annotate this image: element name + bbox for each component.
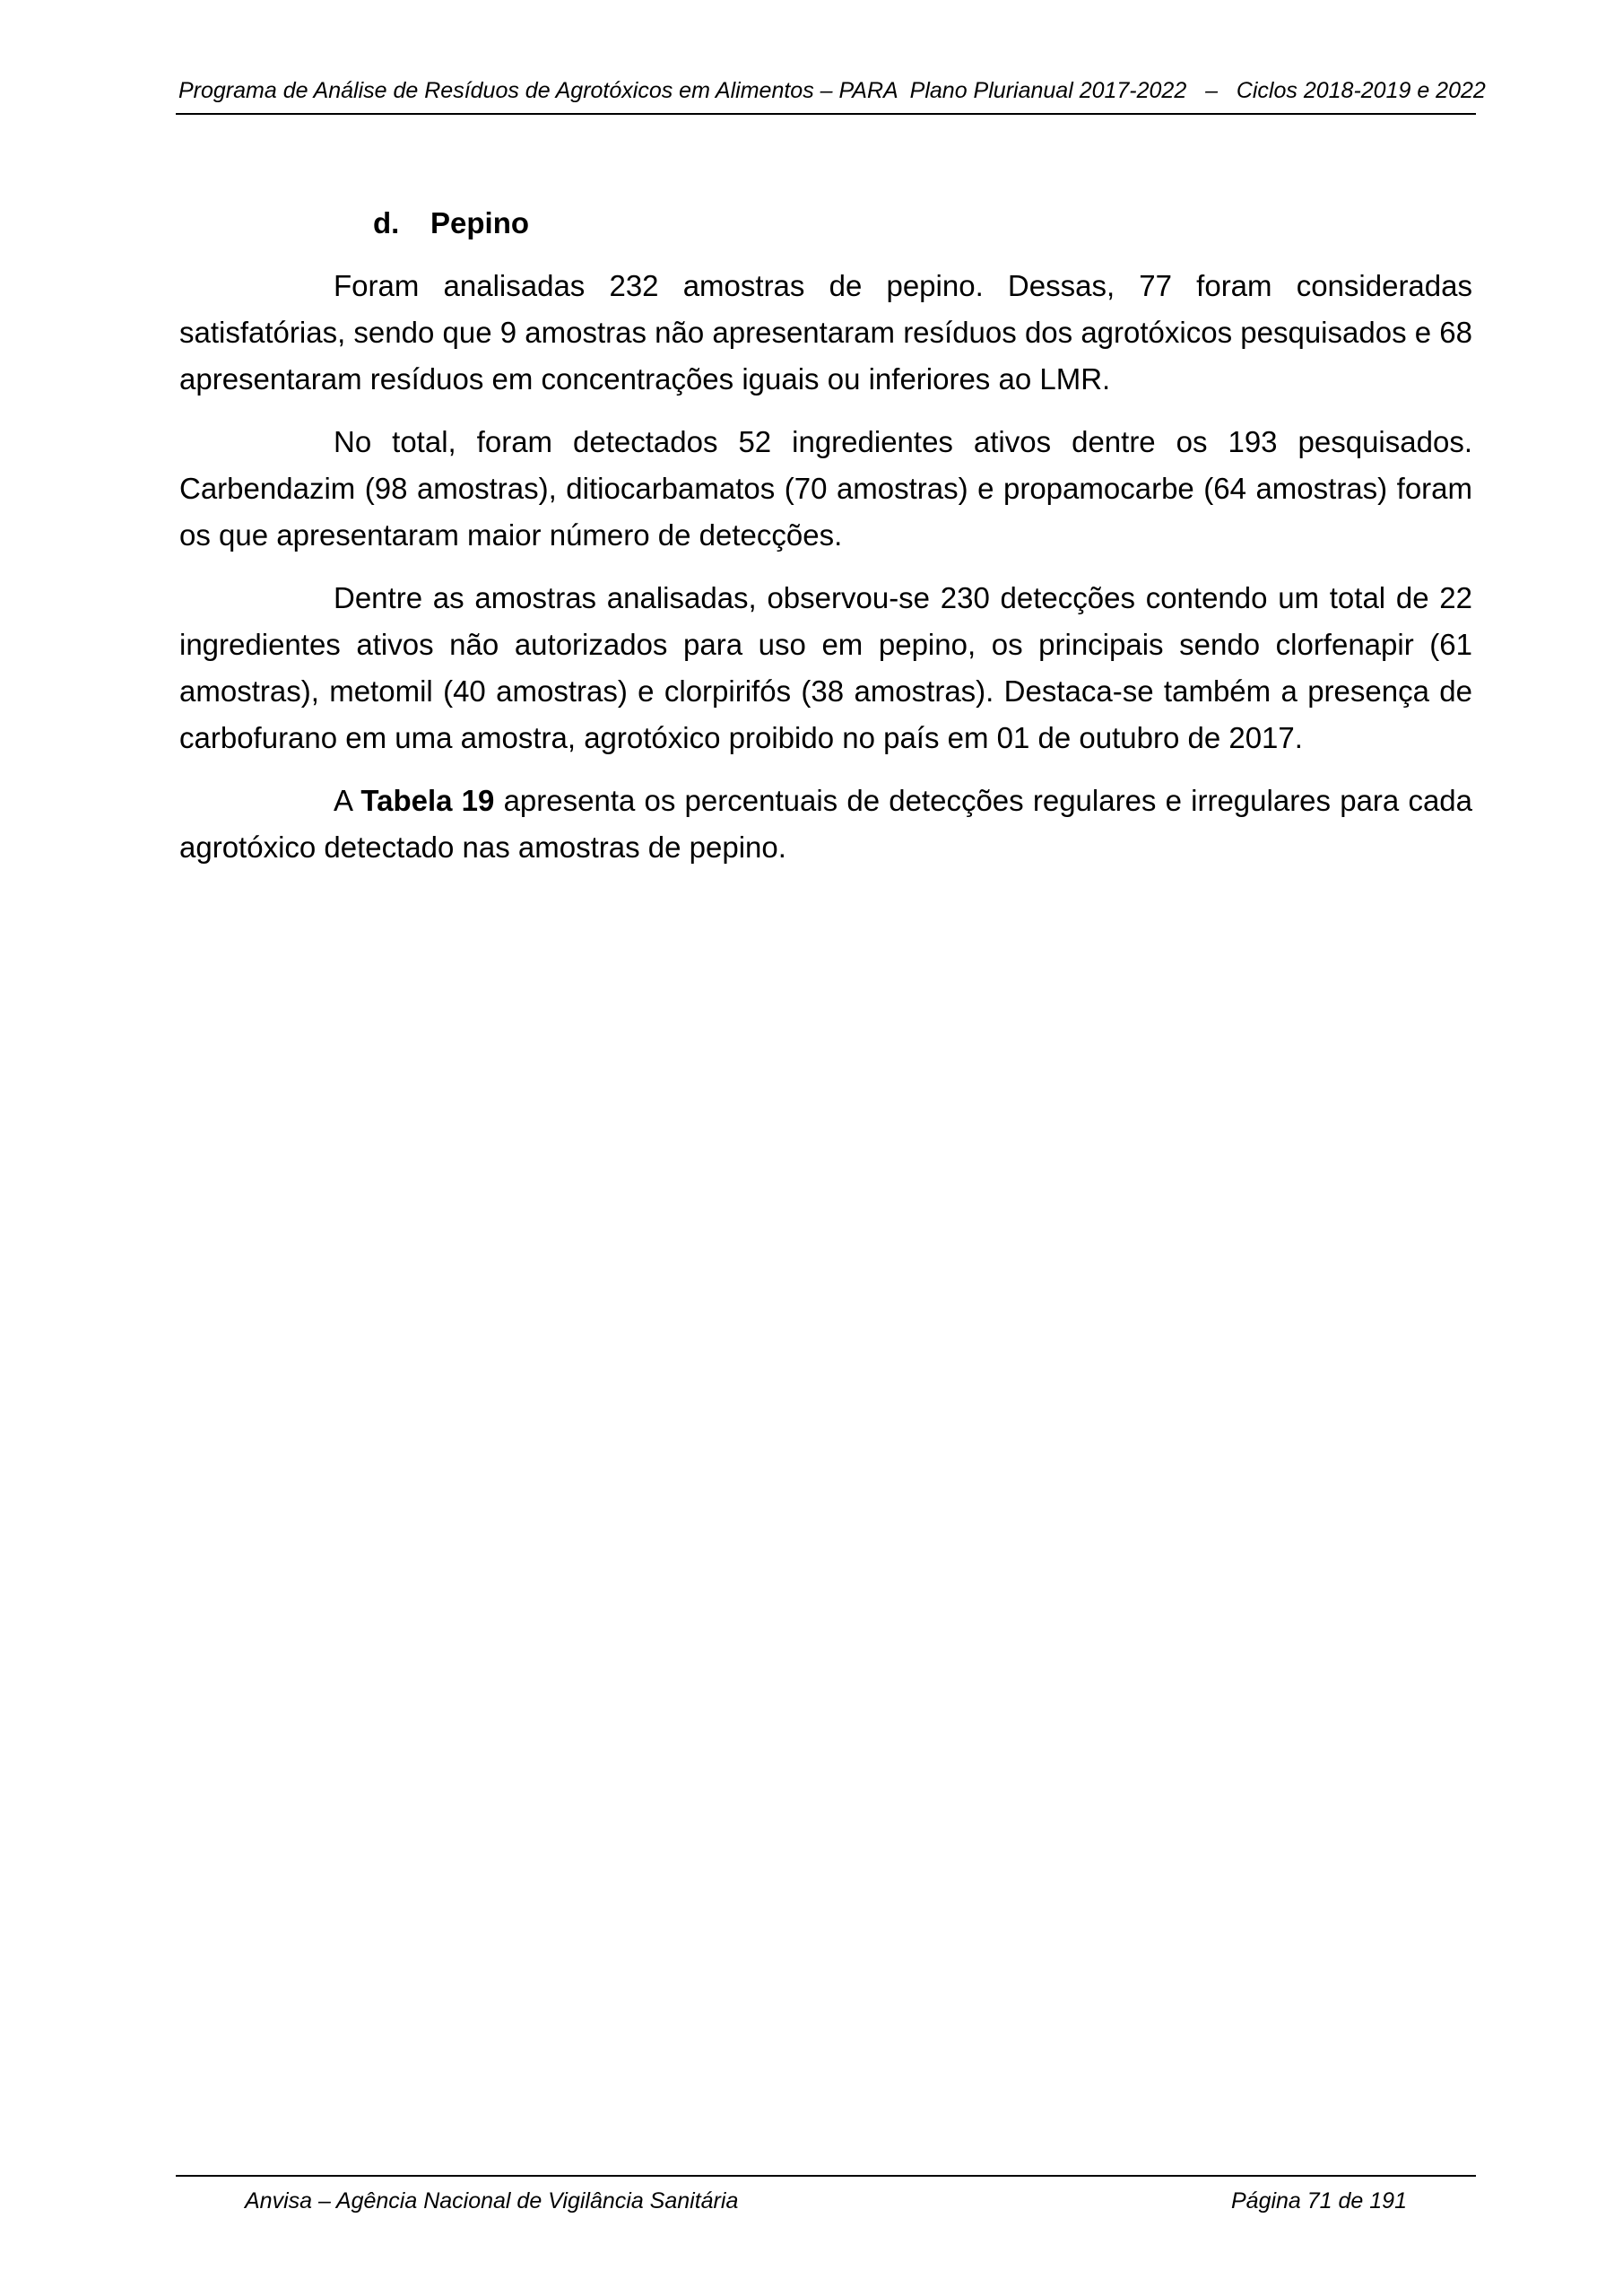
table-reference-link: Tabela 19: [360, 784, 495, 817]
section-heading: [373, 201, 529, 246]
page-number: Página 71 de 191: [1230, 2188, 1407, 2213]
paragraph-samples-analyzed: Foram analisadas 232 amostras de pepino. Dessas, 77 foram consideradas satisfatórias, sendo que 9 amostras não apresentaram resíduos dos agrotóxicos pesquisados e 68 apresentaram resíduos em concentrações iguais ou inferiores ao LMR.: [179, 269, 1472, 396]
footer-organization: Anvisa – Agência Nacional de Vigilância Sanitária: [245, 2188, 739, 2213]
page-footer: [176, 2175, 1476, 2222]
body-text: [179, 263, 1472, 887]
table-reference-prefix: A: [334, 784, 352, 817]
page-header: [176, 75, 1486, 115]
section-number: d.: [373, 206, 400, 239]
table-reference-suffix: apresenta os percentuais de detecções regulares e irregulares para cada agrotóxico detectado nas amostras de pepino.: [179, 784, 1473, 864]
paragraph-unauthorized-detections: Dentre as amostras analisadas, observou-se 230 detecções contendo um total de 22 ingredientes ativos não autorizados para uso em pepino, os principais sendo clorfenapir (61 amostras), metomil (40 amostras) e clorpirifós (38 amostras). Destaca-se também a presença de carbofurano em uma amostra, agrotóxico proibido no país em 01 de outubro de 2017.: [179, 581, 1472, 754]
paragraph-table-reference: [179, 778, 1472, 871]
running-title: Programa de Análise de Resíduos de Agrotóxicos em Alimentos – PARA Plano Plurianual 2017-2022 – Ciclos 2018-2019 e 2022: [178, 78, 1486, 103]
paragraph-active-ingredients: No total, foram detectados 52 ingredientes ativos dentre os 193 pesquisados. Carbendazim (98 amostras), ditiocarbamatos (70 amostras) e propamocarbe (64 amostras) foram os que apresentaram maior número de detecções.: [179, 425, 1472, 552]
section-title: Pepino: [430, 206, 530, 239]
